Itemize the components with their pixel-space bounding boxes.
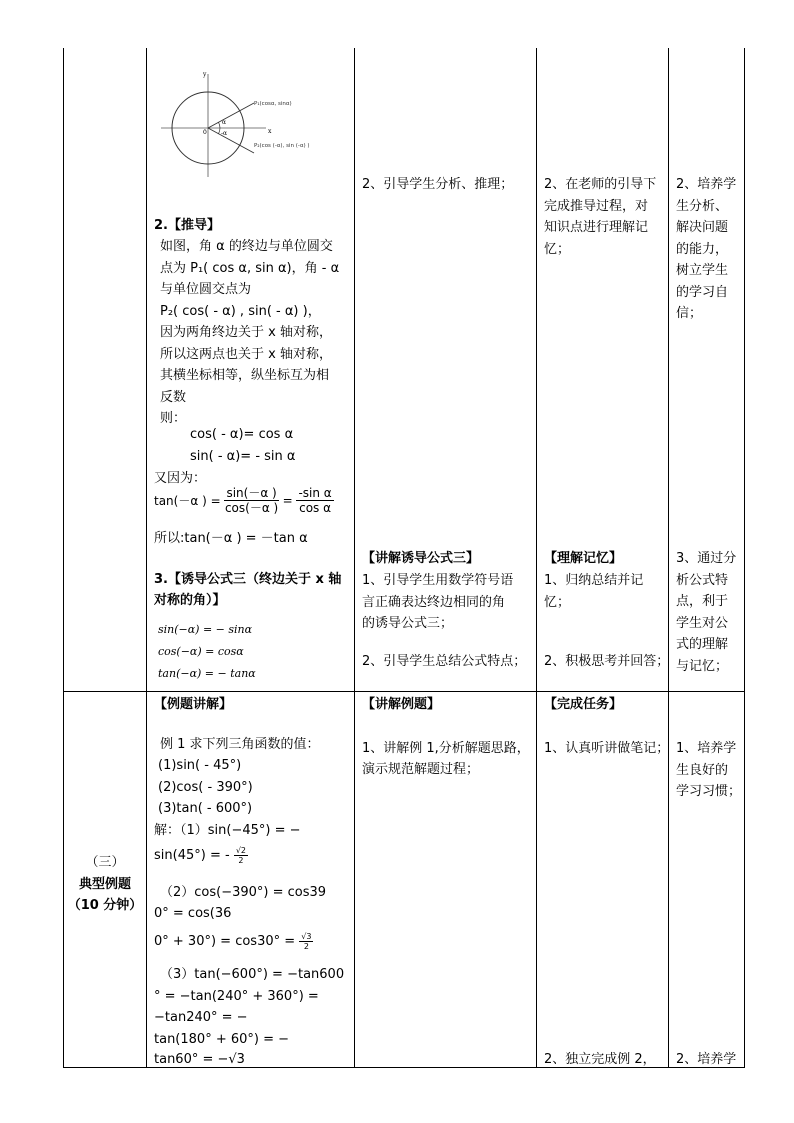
intent-line: 解决问题 xyxy=(676,220,729,235)
intent-line: 信； xyxy=(676,306,703,321)
student-heading-task: 【完成任务】 xyxy=(544,697,623,712)
derive-line: 反数 xyxy=(160,389,187,405)
table-row-divider xyxy=(63,691,745,692)
fraction-denominator: cos(－α ) xyxy=(224,501,279,515)
table-divider-2 xyxy=(354,48,355,1068)
teacher-item-line: 演示规范解题过程； xyxy=(362,762,480,777)
intent-line: 析公式特 xyxy=(676,572,729,588)
sqrt2-over-2-fraction xyxy=(234,846,248,865)
student-item-line: 完成推导过程，对 xyxy=(544,199,649,214)
tan-conclusion: 所以:tan(－α ) = －tan α xyxy=(154,531,308,546)
derive-line: P₂( cos( - α) , sin( - α) )， xyxy=(160,303,321,319)
example-title: 例 1 求下列三角函数的值： xyxy=(160,737,320,752)
intent-line: 学生对公 xyxy=(676,615,729,631)
formula3-title-line1: 3.【诱导公式三（终边关于 x 轴 xyxy=(154,572,342,587)
derive-line: 则： xyxy=(160,411,187,426)
again-label: 又因为： xyxy=(154,471,207,486)
example-heading: 【例题讲解】 xyxy=(154,697,233,712)
angle-label-alpha: α xyxy=(222,119,227,126)
intent-line: 与记忆； xyxy=(676,658,729,674)
solution-line: （2）cos(−390°) = cos39 xyxy=(160,885,327,900)
intent-line: 1、培养学 xyxy=(676,741,737,756)
derive-line: 所以这两点也关于 x 轴对称， xyxy=(160,346,332,362)
formula3-cos: cos(−α) = cosα xyxy=(158,645,244,658)
intent-line: 的学习自 xyxy=(676,284,729,300)
student-item-line: 2、在老师的引导下 xyxy=(544,177,657,192)
student-item-line: 1、认真听讲做笔记； xyxy=(544,741,670,756)
intent-line: 2、培养学 xyxy=(676,177,737,192)
derive-paragraph xyxy=(160,236,355,430)
student-item-line: 2、独立完成例 2， xyxy=(544,1052,656,1067)
fraction-numerator: √2 xyxy=(235,846,246,855)
teacher-item-line: 的诱导公式三； xyxy=(362,616,454,631)
fraction-numerator: -sin α xyxy=(298,486,332,500)
intent-line: 树立学生 xyxy=(676,263,729,278)
student-item-line: 2、积极思考并回答； xyxy=(544,654,670,669)
derive-heading: 2.【推导】 xyxy=(154,218,220,233)
intent-line: 生分析、 xyxy=(676,198,729,214)
fraction-numerator: √3 xyxy=(301,932,312,941)
teacher-item-line: 1、引导学生用数学符号语 xyxy=(362,573,514,588)
intent-line: 生良好的 xyxy=(676,762,729,778)
tan-fraction-1 xyxy=(224,486,278,515)
intent-block-2 xyxy=(676,548,744,677)
derive-line: 因为两角终边关于 x 轴对称， xyxy=(160,325,332,340)
table-divider-3 xyxy=(536,48,537,1068)
solution-line xyxy=(154,846,248,865)
intent-line: 式的理解 xyxy=(676,637,729,652)
solution-line xyxy=(154,932,313,951)
solution-line: tan60° = −√3 xyxy=(154,1052,245,1067)
x-axis-label: x xyxy=(268,128,272,135)
formula3-tan: tan(−α) = − tanα xyxy=(158,667,256,680)
fraction-denominator: 2 xyxy=(303,942,309,951)
teacher-item-line: 1、讲解例 1,分析解题思路， xyxy=(362,741,530,756)
teacher-item-line: 2、引导学生总结公式特点； xyxy=(362,654,527,669)
solution-text: sin(45°) = - xyxy=(154,848,230,863)
section-label-line: 典型例题 xyxy=(78,876,131,892)
formula3-sin: sin(−α) = − sinα xyxy=(158,623,253,636)
intent-line: 学习习惯； xyxy=(676,784,742,799)
point-p2-label: P₂(cos (-α), sin (-α) ) xyxy=(254,143,310,149)
intent-block-1 xyxy=(676,174,744,325)
equals-sign: = xyxy=(282,493,293,508)
solution-line: ° = −tan(240° + 360°) = xyxy=(154,989,319,1004)
tan-lhs: tan(－α ) = xyxy=(154,494,221,508)
angle-arc-neg-alpha xyxy=(219,128,221,134)
point-p1-label: P₁(cosα, sinα) xyxy=(254,101,292,107)
origin-label: 0 xyxy=(203,129,207,136)
derive-line: 其横坐标相等，纵坐标互为相 xyxy=(160,368,330,383)
teacher-item-line: 言正确表达终边相同的角 xyxy=(362,595,506,610)
cos-neg-identity: cos( - α)= cos α xyxy=(190,427,294,442)
teacher-heading-formula3: 【讲解诱导公式三】 xyxy=(362,551,480,566)
sin-neg-identity: sin( - α)= - sin α xyxy=(190,449,296,464)
intent-line: 2、培养学 xyxy=(676,1052,737,1067)
student-item-line: 1、归纳总结并记 xyxy=(544,573,644,588)
student-item-line: 忆； xyxy=(544,242,571,257)
teacher-heading-example: 【讲解例题】 xyxy=(362,697,441,712)
unit-circle-diagram xyxy=(156,62,346,182)
teacher-guide-analyze: 2、引导学生分析、推理； xyxy=(362,177,514,192)
example-item: (2)cos( - 390°) xyxy=(158,780,253,795)
fraction-numerator: sin(－α ) xyxy=(226,486,277,500)
table-border-right xyxy=(744,48,745,1068)
solution-line: tan(180° + 60°) = − xyxy=(154,1032,290,1047)
y-axis-label: y xyxy=(203,71,207,78)
solution-text: 0° + 30°) = cos30° = xyxy=(154,934,296,949)
solution-line: 解：（1）sin(−45°) = − xyxy=(154,823,301,838)
intent-line: 点，利于 xyxy=(676,594,729,609)
fraction-denominator: 2 xyxy=(238,856,244,865)
intent-line: 的能力， xyxy=(676,241,729,257)
solution-line: （3）tan(−600°) = −tan600 xyxy=(160,967,345,982)
formula3-title-line2: 对称的角）】 xyxy=(154,593,226,608)
intent-block-3 xyxy=(676,738,744,803)
section-label-line: （10 分钟） xyxy=(67,898,143,913)
terminal-side-alpha xyxy=(208,103,254,128)
derive-line: 点为 P₁( cos α, sin α)，角 - α xyxy=(160,260,340,276)
table-divider-4 xyxy=(668,48,669,1068)
section-label xyxy=(64,852,146,917)
table-divider-1 xyxy=(146,48,147,1068)
sqrt3-over-2-fraction xyxy=(299,932,313,951)
student-heading-memo: 【理解记忆】 xyxy=(544,551,623,566)
terminal-side-neg-alpha xyxy=(208,128,254,153)
section-label-line: （三） xyxy=(85,855,125,870)
derive-line: 与单位圆交点为 xyxy=(160,282,252,297)
solution-line: −tan240° = − xyxy=(154,1010,248,1025)
example-item: (3)tan( - 600°) xyxy=(158,801,253,816)
fraction-denominator: cos α xyxy=(299,501,332,515)
angle-label-neg-alpha: -α xyxy=(221,130,228,137)
student-item-line: 知识点进行理解记 xyxy=(544,220,649,235)
solution-line: 0° = cos(36 xyxy=(154,906,232,921)
angle-arc-alpha xyxy=(219,122,221,128)
student-item-line: 忆； xyxy=(544,595,571,610)
tan-fraction-2 xyxy=(296,486,333,515)
example-item: (1)sin( - 45°) xyxy=(158,758,242,773)
intent-line: 3、通过分 xyxy=(676,551,737,566)
tan-derivation xyxy=(154,486,334,515)
derive-line: 如图，角 α 的终边与单位圆交 xyxy=(160,239,333,254)
